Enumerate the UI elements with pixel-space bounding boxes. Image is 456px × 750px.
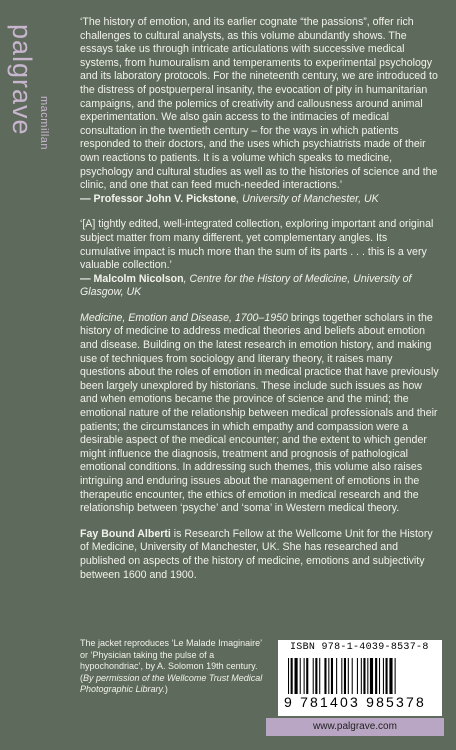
endorsement-1-author: — Professor John V. Pickstone bbox=[80, 192, 237, 205]
credit-text: The jacket reproduces ‘Le Malade Imaginaire’ or ‘Physician taking the pulse of a hypochondriac’, by A. Solomon 19th century. ( bbox=[80, 638, 262, 683]
endorsement-1-attribution bbox=[80, 193, 440, 207]
jacket-credit bbox=[80, 638, 270, 696]
barcode-bar bbox=[324, 658, 326, 694]
barcode-bar bbox=[319, 658, 320, 694]
barcode-bar bbox=[352, 658, 353, 694]
barcode-bar bbox=[395, 658, 396, 694]
author-bio-text: is Research Fellow at the Wellcome Unit for the History of Medicine, University of Manchester, UK. She has researched and published on aspects of the history of medicine, emotions and subjectivity between 1600 and 1900. bbox=[80, 527, 433, 581]
barcode-bar bbox=[295, 658, 298, 694]
barcode-bar bbox=[313, 658, 314, 694]
barcode-bar bbox=[291, 658, 293, 694]
endorsement-1-text: ‘The history of emotion, and its earlier cognate “the passions”, offer rich challenges to cultural analysts, as this volume abundantly shows. The essays take us through intricate articulations with successive medical systems, from humouralism and temperaments to experimental psychology and its laboratory protocols. For the nineteenth century, we are introduced to the distress of postpuerperal insanity, the evocation of pity in humanitarian campaigns, and the polemics of creativity and callousness around animal experimentation. We also gain access to the intimacies of medical consultation in the twentieth century – for the ways in which patients responded to their doctors, and the uses which psychiatrists made of their own reactions to patients. It is a volume which speaks to medicine, psychology and cultural studies as well as to the histories of science and the clinic, and one that can feed much-needed interactions.’ bbox=[80, 16, 438, 192]
barcode-bar bbox=[383, 658, 384, 694]
ean-digits: 9 781403 985378 bbox=[284, 694, 426, 710]
publisher-url[interactable] bbox=[266, 718, 444, 736]
barcode-bar bbox=[379, 658, 380, 694]
endorsement-1 bbox=[80, 16, 440, 206]
brand-subtitle: macmillan bbox=[38, 96, 50, 151]
brand-wordmark: palgrave bbox=[7, 24, 37, 136]
barcode-bar bbox=[300, 658, 301, 694]
barcode-bar bbox=[386, 658, 388, 694]
publisher-logo bbox=[0, 14, 62, 184]
barcode-bar bbox=[336, 658, 337, 694]
barcode-bar bbox=[315, 658, 317, 694]
barcode-bar bbox=[288, 658, 289, 694]
endorsement-2 bbox=[80, 218, 440, 300]
barcode-bar bbox=[304, 658, 305, 694]
book-description bbox=[80, 312, 440, 516]
endorsement-1-affiliation: , University of Manchester, UK bbox=[236, 192, 379, 205]
barcode-bar bbox=[361, 658, 362, 694]
barcode-bar bbox=[341, 658, 342, 694]
barcode-icon bbox=[286, 658, 434, 698]
author-bio bbox=[80, 528, 440, 582]
book-title: Medicine, Emotion and Disease, 1700–1950 bbox=[80, 311, 288, 324]
endorsement-2-affiliation: , Centre for the History of Medicine, University of Glasgow, UK bbox=[80, 272, 412, 299]
barcode-bar bbox=[375, 658, 377, 694]
barcode-bar bbox=[348, 658, 349, 694]
barcode-bar bbox=[357, 658, 358, 694]
endorsement-2-attribution bbox=[80, 273, 440, 300]
description-text: brings together scholars in the history of medicine to address medical theories and beliefs about emotion and disease. Building on the latest research in emotion history, and making use of techniques from sociology and literary theory, it raises many questions about the roles of emotion in medical practice that have previously been largely unexplored by historians. These include such issues as how and when emotions became the province of science and the mind; the emotional nature of the relationship between medical professionals and their patients; the circumstances in which empathy and compassion were a desirable aspect of the medical encounter; and the extent to which gender might influence the diagnosis, treatment and prognosis of pathological emotional conditions. In addressing such themes, this volume also raises intriguing and enduring issues about the management of emotions in the therapeutic encounter, the ethics of emotion in medical research and the relationship between ‘psyche’ and ‘soma’ in Western medical theory. bbox=[80, 311, 439, 515]
barcode-bar bbox=[389, 658, 392, 694]
endorsement-2-author: — Malcolm Nicolson bbox=[80, 272, 184, 285]
author-name: Fay Bound Alberti bbox=[80, 527, 171, 540]
endorsement-2-text: ‘[A] tightly edited, well-integrated collection, exploring important and original subject matter from many different, yet complementary angles. Its cumulative impact is much more than the sum of its parts . . . this is a very valuable collection.’ bbox=[80, 218, 434, 272]
barcode-bar bbox=[344, 658, 346, 694]
back-cover-text bbox=[80, 16, 440, 594]
publisher-url-text: www.palgrave.com bbox=[313, 721, 397, 732]
barcode-bar bbox=[328, 658, 329, 694]
isbn-label: ISBN 978-1-4039-8537-8 bbox=[290, 642, 429, 653]
barcode-bar bbox=[363, 658, 365, 694]
barcode-bar bbox=[370, 658, 373, 694]
barcode-bar bbox=[306, 658, 308, 694]
credit-permission: By permission of the Wellcome Trust Medical Photographic Library. bbox=[80, 672, 263, 694]
isbn-barcode bbox=[278, 640, 442, 716]
barcode-bar bbox=[331, 658, 333, 694]
barcode-bar bbox=[367, 658, 368, 694]
credit-end: ) bbox=[164, 684, 168, 694]
